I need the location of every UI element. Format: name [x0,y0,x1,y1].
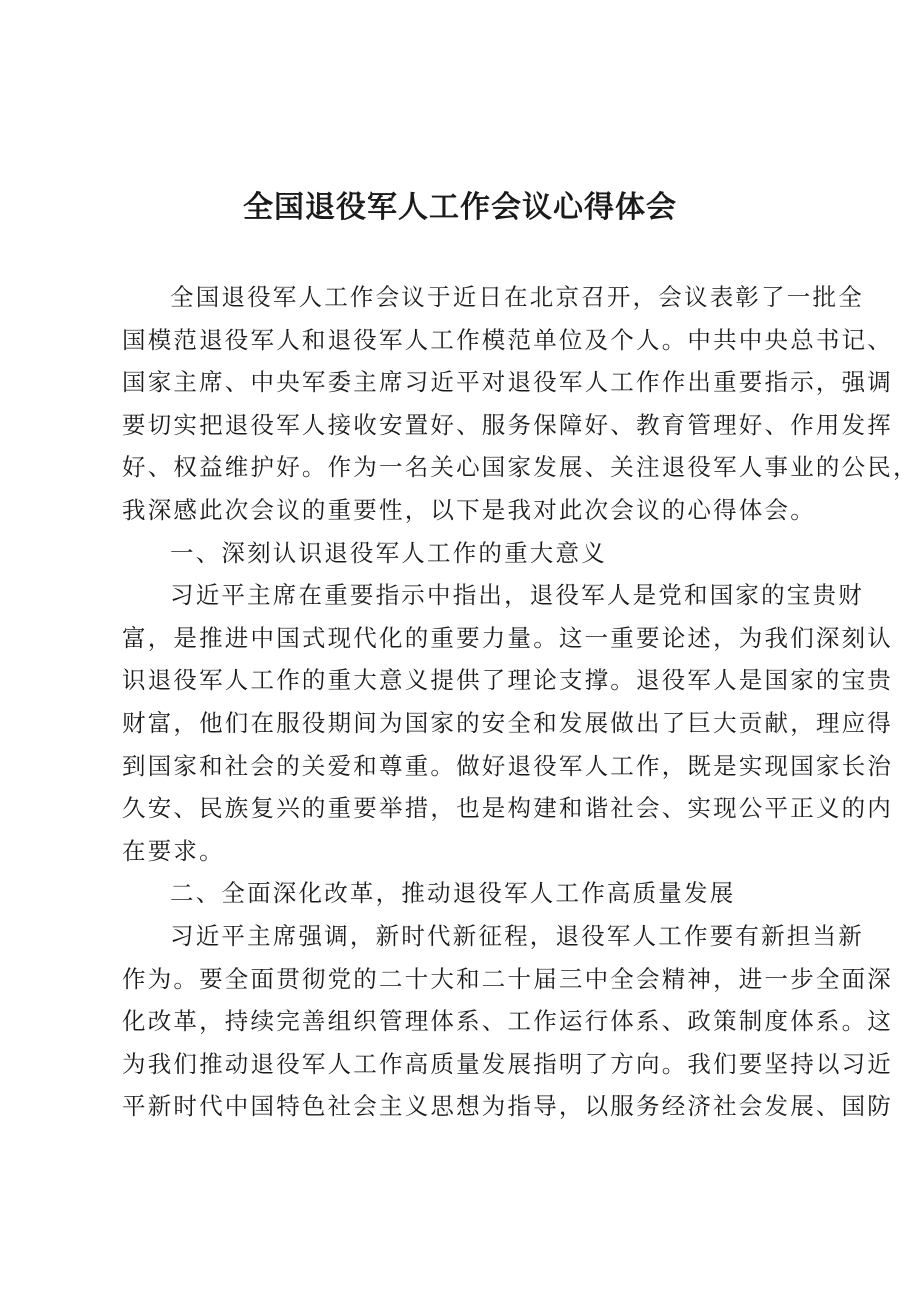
paragraph-line: 作为。要全面贯彻党的二十大和二十届三中全会精神，进一步全面深 [122,964,893,993]
paragraph-line: 财富，他们在服役期间为国家的安全和发展做出了巨大贡献，理应得 [122,708,893,737]
paragraph-line: 到国家和社会的关爱和尊重。做好退役军人工作，既是实现国家长治 [122,751,893,780]
section-heading: 一、深刻认识退役军人工作的重大意义 [170,538,607,567]
paragraph-line: 在要求。 [122,836,225,865]
paragraph-line: 好、权益维护好。作为一名关心国家发展、关注退役军人事业的公民， [122,453,919,482]
paragraph-line: 富，是推进中国式现代化的重要力量。这一重要论述，为我们深刻认 [122,623,893,652]
paragraph-line: 国模范退役军人和退役军人工作模范单位及个人。中共中央总书记、 [122,325,893,354]
section-heading: 二、全面深化改革，推动退役军人工作高质量发展 [170,879,736,908]
paragraph-line: 化改革，持续完善组织管理体系、工作运行体系、政策制度体系。这 [122,1007,893,1036]
paragraph-line: 久安、民族复兴的重要举措，也是构建和谐社会、实现公平正义的内 [122,794,893,823]
paragraph-line: 为我们推动退役军人工作高质量发展指明了方向。我们要坚持以习近 [122,1049,893,1078]
paragraph-line: 我深感此次会议的重要性，以下是我对此次会议的心得体会。 [122,495,816,524]
paragraph-line: 习近平主席强调，新时代新征程，退役军人工作要有新担当新 [170,921,864,950]
paragraph-line: 平新时代中国特色社会主义思想为指导，以服务经济社会发展、国防 [122,1092,893,1121]
paragraph-line: 要切实把退役军人接收安置好、服务保障好、教育管理好、作用发挥 [122,410,893,439]
document-body [122,276,919,1128]
paragraph-line: 识退役军人工作的重大意义提供了理论支撑。退役军人是国家的宝贵 [122,666,893,695]
paragraph-line: 国家主席、中央军委主席习近平对退役军人工作作出重要指示，强调 [122,368,893,397]
document-title: 全国退役军人工作会议心得体会 [243,190,677,225]
paragraph-line: 全国退役军人工作会议于近日在北京召开，会议表彰了一批全 [170,283,864,311]
paragraph-line: 习近平主席在重要指示中指出，退役军人是党和国家的宝贵财 [170,581,864,610]
